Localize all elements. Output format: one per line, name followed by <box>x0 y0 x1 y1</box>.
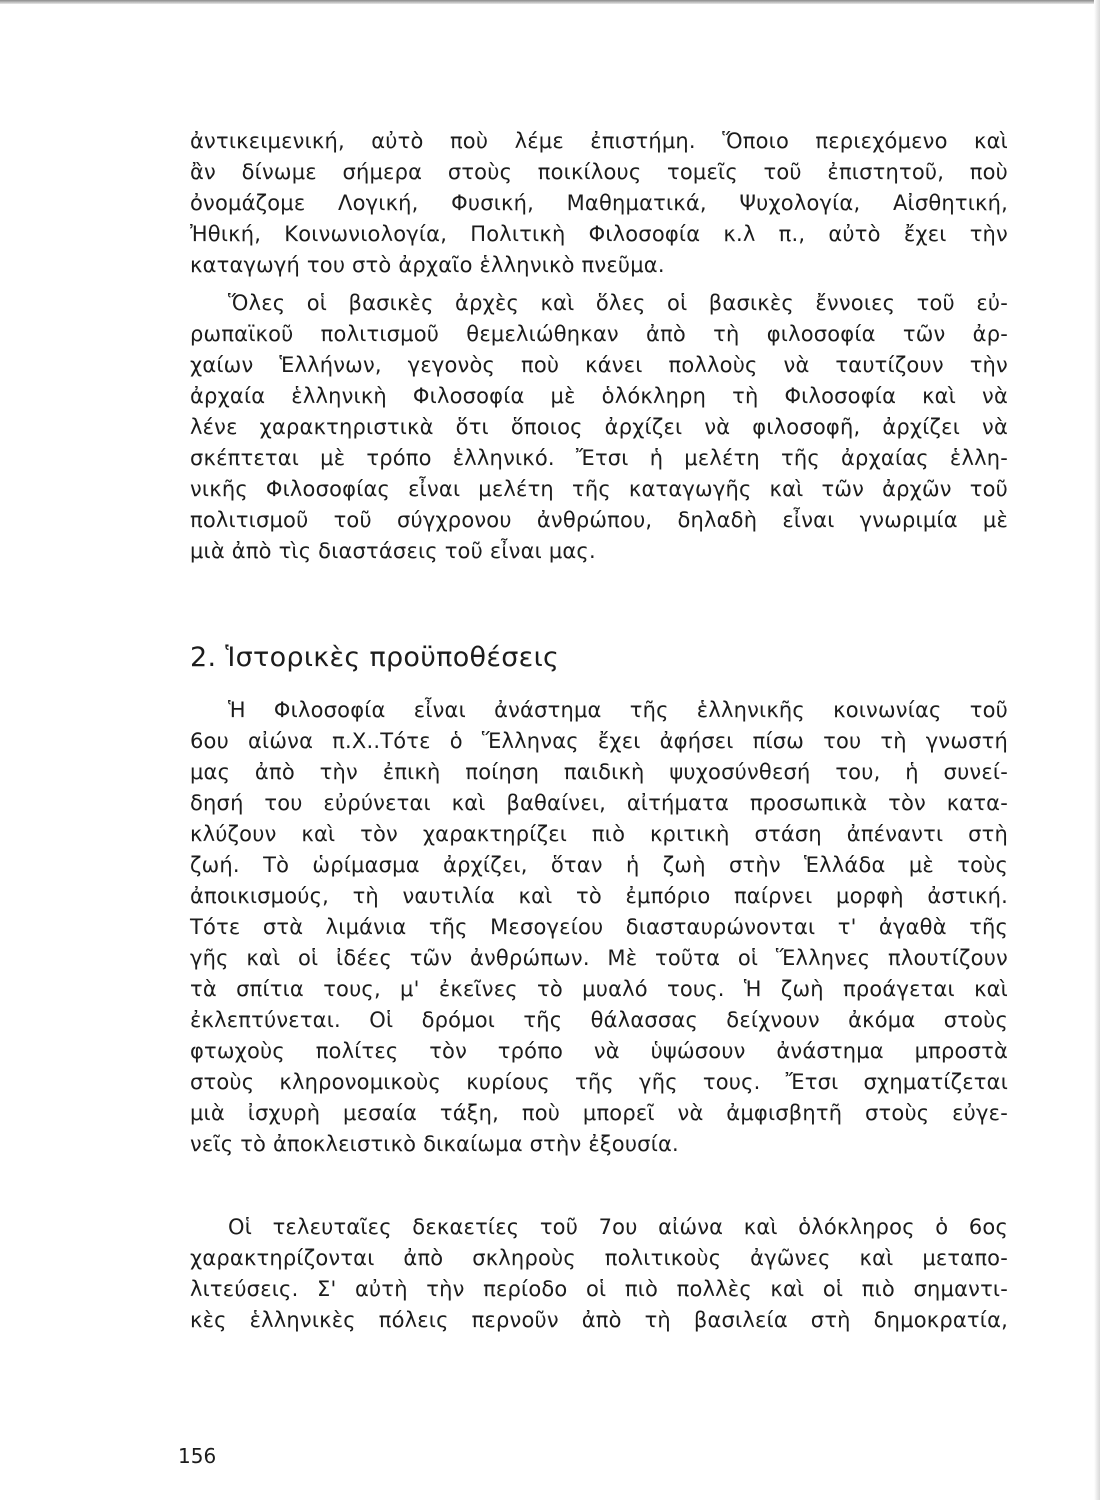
paragraph-philosophy-origin <box>190 695 1008 1160</box>
scan-top-edge <box>0 0 1100 4</box>
text-line: μιὰ ἀπὸ τὶς διαστάσεις τοῦ εἶναι μας. <box>190 539 596 563</box>
text-line: καταγωγή του στὸ ἀρχαῖο ἑλληνικὸ πνεῦμα. <box>190 253 665 277</box>
section-heading: 2. Ἱστορικὲς προϋποθέσεις <box>190 642 560 673</box>
text-line: νικῆς Φιλοσοφίας εἶναι μελέτη τῆς καταγωγῆς καὶ τῶν ἀρχῶν τοῦ <box>190 477 1008 501</box>
paragraph-political-struggles <box>190 1212 1008 1336</box>
text-line: ἀντικειμενική, αὐτὸ ποὺ λέμε ἐπιστήμη. Ὅποιο περιεχόμενο καὶ <box>190 129 1008 153</box>
text-line: ρωπαϊκοῦ πολιτισμοῦ θεμελιώθηκαν ἀπὸ τὴ φιλοσοφία τῶν ἀρ- <box>190 322 1008 346</box>
text-line: ὀνομάζομε Λογική, Φυσική, Μαθηματικά, Ψυχολογία, Αἰσθητική, <box>190 191 1008 215</box>
text-line: κλύζουν καὶ τὸν χαρακτηρίζει πιὸ κριτικὴ στάση ἀπέναντι στὴ <box>190 822 1008 846</box>
text-line: σκέπτεται μὲ τρόπο ἑλληνικό. Ἔτσι ἡ μελέτη τῆς ἀρχαίας ἑλλη- <box>190 446 1008 470</box>
text-line: μας ἀπὸ τὴν ἐπικὴ ποίηση παιδικὴ ψυχοσύνθεσή του, ἡ συνεί- <box>190 760 1008 784</box>
scan-right-edge <box>1094 0 1100 1500</box>
text-line: χαρακτηρίζονται ἀπὸ σκληροὺς πολιτικοὺς ἀγῶνες καὶ μεταπο- <box>190 1246 1008 1270</box>
text-line: ἀρχαία ἑλληνικὴ Φιλοσοφία μὲ ὁλόκληρη τὴ Φιλοσοφία καὶ νὰ <box>190 384 1008 408</box>
text-line: ἐκλεπτύνεται. Οἱ δρόμοι τῆς θάλασσας δείχνουν ἀκόμα στοὺς <box>190 1008 1008 1032</box>
text-line: στοὺς κληρονομικοὺς κυρίους τῆς γῆς τους. Ἔτσι σχηματίζεται <box>190 1070 1008 1094</box>
page-number: 156 <box>178 1444 217 1468</box>
text-line: λένε χαρακτηριστικὰ ὅτι ὅποιος ἀρχίζει νὰ φιλοσοφῆ, ἀρχίζει νὰ <box>190 415 1008 439</box>
paragraph-european-civilization <box>190 288 1008 567</box>
text-line: πολιτισμοῦ τοῦ σύγχρονου ἀνθρώπου, δηλαδὴ εἶναι γνωριμία μὲ <box>190 508 1008 532</box>
text-line: ἀποικισμούς, τὴ ναυτιλία καὶ τὸ ἐμπόριο παίρνει μορφὴ ἀστική. <box>190 884 1008 908</box>
text-line: Ἡ Φιλοσοφία εἶναι ἀνάστημα τῆς ἑλληνικῆς κοινωνίας τοῦ <box>228 698 1008 722</box>
text-line: λιτεύσεις. Σ' αὐτὴ τὴν περίοδο οἱ πιὸ πολλὲς καὶ οἱ πιὸ σημαντι- <box>190 1277 1008 1301</box>
text-line: κὲς ἑλληνικὲς πόλεις περνοῦν ἀπὸ τὴ βασιλεία στὴ δημοκρατία, <box>190 1308 1008 1332</box>
text-line: Οἱ τελευταῖες δεκαετίες τοῦ 7ου αἰώνα καὶ ὁλόκληρος ὁ 6ος <box>228 1215 1008 1239</box>
text-line: μιὰ ἰσχυρὴ μεσαία τάξη, ποὺ μπορεῖ νὰ ἀμφισβητῆ στοὺς εὐγε- <box>190 1101 1008 1125</box>
text-line: χαίων Ἑλλήνων, γεγονὸς ποὺ κάνει πολλοὺς νὰ ταυτίζουν τὴν <box>190 353 1008 377</box>
text-line: 6ου αἰώνα π.Χ..Τότε ὁ Ἕλληνας ἔχει ἀφήσει πίσω του τὴ γνωστή <box>190 729 1008 753</box>
text-line: νεῖς τὸ ἀποκλειστικὸ δικαίωμα στὴν ἐξουσία. <box>190 1132 679 1156</box>
text-line: ζωή. Τὸ ὡρίμασμα ἀρχίζει, ὅταν ἡ ζωὴ στὴν Ἑλλάδα μὲ τοὺς <box>190 853 1008 877</box>
text-line: γῆς καὶ οἱ ἰδέες τῶν ἀνθρώπων. Μὲ τοῦτα οἱ Ἕλληνες πλουτίζουν <box>190 946 1008 970</box>
text-line: τὰ σπίτια τους, μ' ἐκεῖνες τὸ μυαλό τους. Ἡ ζωὴ προάγεται καὶ <box>190 977 1008 1001</box>
text-line: Ἠθική, Κοινωνιολογία, Πολιτικὴ Φιλοσοφία κ.λ π., αὐτὸ ἔχει τὴν <box>190 222 1008 246</box>
text-line: ἂν δίνωμε σήμερα στοὺς ποικίλους τομεῖς τοῦ ἐπιστητοῦ, ποὺ <box>190 160 1008 184</box>
text-line: φτωχοὺς πολίτες τὸν τρόπο νὰ ὑψώσουν ἀνάστημα μπροστὰ <box>190 1039 1008 1063</box>
text-line: Ὅλες οἱ βασικὲς ἀρχὲς καὶ ὅλες οἱ βασικὲς ἔννοιες τοῦ εὐ- <box>228 291 1008 315</box>
text-line: Τότε στὰ λιμάνια τῆς Μεσογείου διασταυρώνονται τ' ἀγαθὰ τῆς <box>190 915 1008 939</box>
paragraph-continuation <box>190 126 1008 281</box>
text-line: δησή του εὐρύνεται καὶ βαθαίνει, αἰτήματα προσωπικὰ τὸν κατα- <box>190 791 1008 815</box>
